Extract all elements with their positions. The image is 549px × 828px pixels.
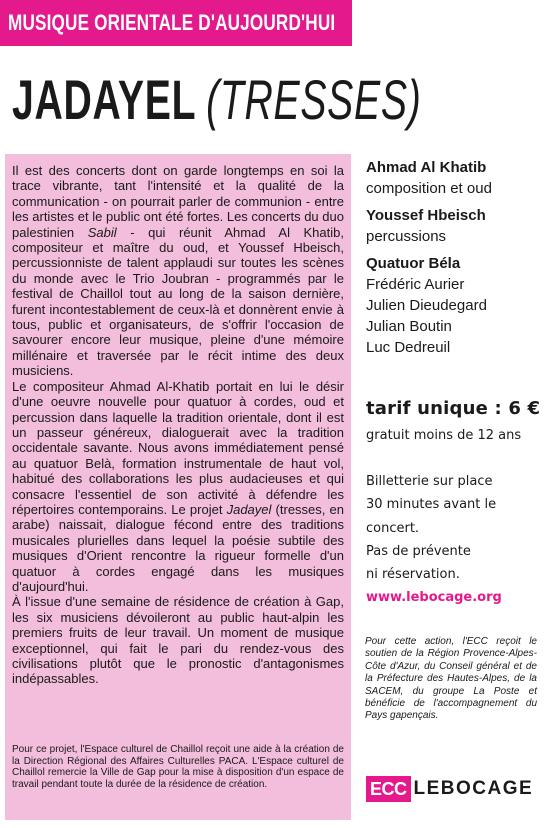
ticketing-info: Billetterie sur place 30 minutes avant le concert. Pas de prévente ni réservation. — [366, 474, 497, 583]
credits-list — [366, 158, 542, 358]
paragraph-1: Il est des concerts dont on garde longtemps en soi la trace vibrante, tant l'intensité et la qualité de la communication - on pourrait parler de communion - entre les artistes et le public ont été fortes. Les concerts du duo palestinien Sabil - qui réunit Ahmad Al Khatib, compositeur et maître du oud, et Youssef Hbeisch, percussionniste de talent applaudi sur toutes les scènes du monde avec le Trio Joubran - programmés par le festival de Chaillol tout au long de la saison dernière, furent incontestablement de ceux-là et donnèrent envie à tous, public et organisateurs, de s'offrir l'occasion de savourer encore leur musique, pleine d'une mémoire millénaire et traversée par le récit intime des deux musiciens. — [12, 163, 344, 379]
member-name: Julian Boutin — [366, 318, 452, 335]
logo-mark: ECC — [366, 776, 411, 802]
support-note: Pour cette action, l'ECC reçoit le soutien de la Région Provence-Alpes-Côte d'Azur, du Conseil général et de la Préfecture des Hautes-Alpes, de la SACEM, du groupe La Poste et bénéficie de l'accompagnement du Pays gapençais. — [365, 636, 537, 722]
funding-footnote: Pour ce projet, l'Espace culturel de Chaillol reçoit une aide à la création de la Direction Régional des Affaires Culturelles PACA. L'Espace culturel de Chaillol remercie la Ville de Gap pour la mise à disposition d'un espace de travail pendant toute la durée de la résidence de création. — [12, 744, 344, 790]
lebocage-logo — [366, 776, 533, 802]
price-label: tarif unique : 6 € — [366, 398, 541, 419]
ensemble-name: Quatuor Béla — [366, 255, 461, 272]
artist-role: composition et oud — [366, 180, 492, 197]
title-subtitle: (TRESSES) — [206, 68, 422, 131]
page-title — [12, 70, 421, 130]
title-main: JADAYEL — [12, 68, 197, 131]
logo-name: LEBOCAGE — [413, 778, 534, 799]
paragraph-2: Le compositeur Ahmad Al-Khatib portait en lui le désir d'une oeuvre nouvelle pour quatuor à cordes, oud et percussion dans laquelle la tradition orientale, dont il est un passeur généreux, dialoguerait avec la tradition occidentale savante. Nous avons immédiatement pensé au quatuor Belà, formation instrumentale de haut vol, habitué des collaborations les plus audacieuses et qui consacre l'essentiel de son activité à défendre les répertoires contemporains. Le projet Jadayel (tresses, en arabe) naissait, dialogue fécond entre des traditions musicales plurielles dans lequel la poésie subtile des musiques d'Orient rencontre la rigueur formelle d'un quatuor à cordes engagé dans les musiques d'aujourd'hui. — [12, 378, 344, 594]
emphasis-sabil: Sabil — [87, 224, 117, 240]
member-name: Frédéric Aurier — [366, 276, 465, 293]
artist-name: Ahmad Al Khatib — [366, 159, 487, 176]
emphasis-jadayel: Jadayel — [226, 501, 272, 517]
article-body — [12, 163, 344, 687]
member-name: Luc Dedreuil — [366, 339, 451, 356]
artist-role: percussions — [366, 228, 447, 245]
price-note: gratuit moins de 12 ans — [366, 428, 522, 443]
member-name: Julien Dieudegard — [366, 297, 487, 314]
category-label: MUSIQUE ORIENTALE D'AUJOURD'HUI — [8, 10, 336, 35]
website-link[interactable]: www.lebocage.org — [366, 590, 502, 605]
category-banner — [0, 0, 352, 46]
artist-name: Youssef Hbeisch — [366, 207, 486, 224]
paragraph-3: À l'issue d'une semaine de résidence de création à Gap, les six musiciens dévoileront au public haut-alpin les premiers fruits de leur travail. Un moment de musique exceptionnel, qui fait le pari du rendez-vous des civilisations plutôt que le pronostic d'antagonismes indépassables. — [12, 594, 344, 687]
